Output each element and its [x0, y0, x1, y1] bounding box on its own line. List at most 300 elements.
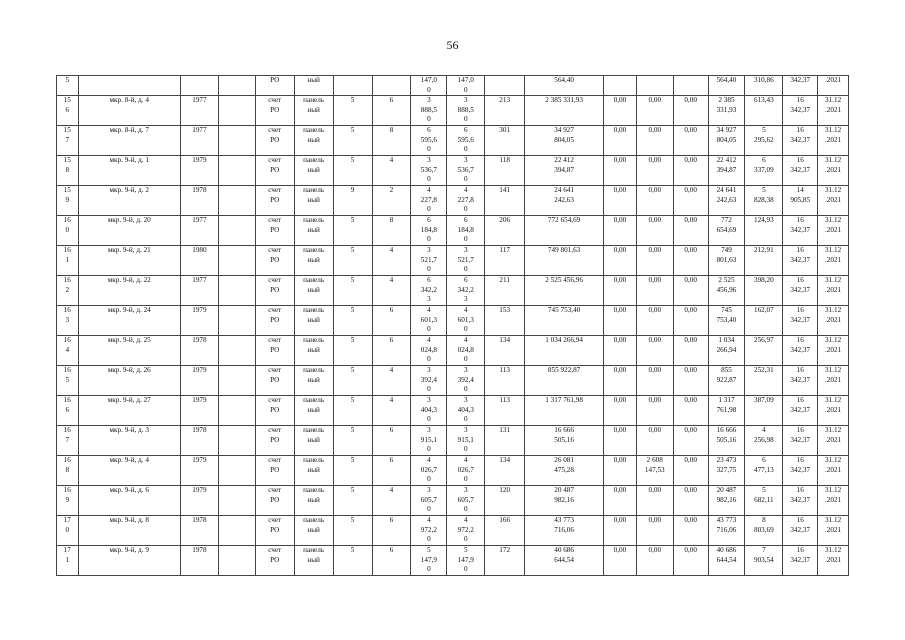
cell-cost: 749 801,63 [525, 246, 604, 276]
cell-area-total: 4 601,3 0 [411, 306, 447, 336]
cell-entrances: 4 [372, 366, 411, 396]
cell-area-living: 4 601,3 0 [447, 306, 485, 336]
cell-material: панель ный [294, 306, 333, 336]
cell-no: 17 0 [57, 516, 79, 546]
table-row [57, 96, 849, 126]
cell-c1: 0,00 [604, 426, 637, 456]
cell-material: панель ный [294, 156, 333, 186]
cell-area-living: 3 915,1 0 [447, 426, 485, 456]
cell-area-living: 5 147,9 0 [447, 546, 485, 576]
cell-empty [218, 516, 255, 546]
cell-address: мкр. 9-й, д. 26 [78, 366, 180, 396]
cell-year: 1978 [180, 426, 218, 456]
cell-cost: 745 753,40 [525, 306, 604, 336]
cell-c2: 0,00 [636, 366, 673, 396]
cell-area-living: 6 342,2 3 [447, 276, 485, 306]
cell-empty [218, 126, 255, 156]
cell-c1: 0,00 [604, 276, 637, 306]
cell-c3: 0,00 [673, 96, 708, 126]
table-row [57, 396, 849, 426]
cell-year: 1979 [180, 366, 218, 396]
cell-c1: 0,00 [604, 366, 637, 396]
cell-c4: 23 473 327,75 [708, 456, 745, 486]
cell-empty [218, 426, 255, 456]
cell-address: мкр. 9-й, д. 25 [78, 336, 180, 366]
cell-area-living: 3 404,3 0 [447, 396, 485, 426]
cell-year: 1978 [180, 186, 218, 216]
cell-empty [218, 276, 255, 306]
cell-material: панель ный [294, 216, 333, 246]
cell-fund: счет РО [255, 276, 294, 306]
cell-c4: 1 317 761,98 [708, 396, 745, 426]
cell-c1: 0,00 [604, 96, 637, 126]
cell-date: 31.12 .2021 [818, 126, 849, 156]
cell-material: ный [294, 76, 333, 96]
table-row [57, 426, 849, 456]
cell-c4: 20 487 982,16 [708, 486, 745, 516]
cell-unit: 4 256,98 [745, 426, 783, 456]
cell-limit: 342,37 [783, 76, 818, 96]
table-row [57, 546, 849, 576]
cell-year: 1979 [180, 156, 218, 186]
cell-date: 31.12 .2021 [818, 456, 849, 486]
cell-entrances: 4 [372, 486, 411, 516]
cell-area-total: 4 227,8 0 [411, 186, 447, 216]
table-row [57, 276, 849, 306]
cell-cost: 43 773 716,06 [525, 516, 604, 546]
cell-c4: 564,40 [708, 76, 745, 96]
cell-c2: 0,00 [636, 396, 673, 426]
cell-no: 16 5 [57, 366, 79, 396]
cell-c3: 0,00 [673, 516, 708, 546]
cell-area-total: 147,0 0 [411, 76, 447, 96]
cell-apartments: 153 [485, 306, 525, 336]
cell-apartments: 166 [485, 516, 525, 546]
cell-floors: 5 [333, 276, 372, 306]
cell-c1: 0,00 [604, 336, 637, 366]
cell-floors: 5 [333, 516, 372, 546]
cell-apartments: 206 [485, 216, 525, 246]
cell-c3: 0,00 [673, 336, 708, 366]
cell-empty [218, 546, 255, 576]
cell-area-total: 6 595,6 0 [411, 126, 447, 156]
cell-limit: 16 342,37 [783, 306, 818, 336]
cell-c3: 0,00 [673, 156, 708, 186]
cell-c2: 0,00 [636, 426, 673, 456]
cell-fund: РО [255, 76, 294, 96]
cell-entrances: 2 [372, 186, 411, 216]
table-row [57, 516, 849, 546]
cell-area-total: 4 026,7 0 [411, 456, 447, 486]
housing-table [56, 75, 849, 576]
cell-limit: 16 342,37 [783, 516, 818, 546]
cell-cost: 24 641 242,63 [525, 186, 604, 216]
cell-area-total: 5 147,9 0 [411, 546, 447, 576]
cell-floors: 5 [333, 126, 372, 156]
cell-no: 15 8 [57, 156, 79, 186]
cell-c3: 0,00 [673, 426, 708, 456]
cell-c2: 0,00 [636, 96, 673, 126]
cell-empty [218, 366, 255, 396]
cell-area-total: 6 342,2 3 [411, 276, 447, 306]
cell-year [180, 76, 218, 96]
cell-limit: 16 342,37 [783, 456, 818, 486]
cell-area-living: 6 184,8 0 [447, 216, 485, 246]
cell-area-living: 4 227,8 0 [447, 186, 485, 216]
cell-c1: 0,00 [604, 126, 637, 156]
cell-apartments: 118 [485, 156, 525, 186]
cell-limit: 16 342,37 [783, 396, 818, 426]
page-number: 56 [446, 38, 459, 52]
cell-address: мкр. 9-й, д. 1 [78, 156, 180, 186]
cell-unit: 310,86 [745, 76, 783, 96]
cell-cost: 40 686 644,54 [525, 546, 604, 576]
cell-address: мкр. 9-й, д. 4 [78, 456, 180, 486]
cell-c4: 22 412 394,87 [708, 156, 745, 186]
cell-material: панель ный [294, 126, 333, 156]
cell-c2: 0,00 [636, 186, 673, 216]
cell-c4: 43 773 716,06 [708, 516, 745, 546]
cell-apartments: 134 [485, 336, 525, 366]
cell-no: 16 4 [57, 336, 79, 366]
cell-unit: 5 682,11 [745, 486, 783, 516]
cell-date: 31.12 .2021 [818, 426, 849, 456]
cell-material: панель ный [294, 426, 333, 456]
cell-year: 1979 [180, 456, 218, 486]
cell-entrances: 6 [372, 546, 411, 576]
cell-c1: 0,00 [604, 516, 637, 546]
cell-c4: 34 927 804,05 [708, 126, 745, 156]
cell-c1: 0,00 [604, 186, 637, 216]
cell-date: 31.12 .2021 [818, 396, 849, 426]
cell-empty [218, 336, 255, 366]
cell-no: 16 1 [57, 246, 79, 276]
cell-c2: 0,00 [636, 156, 673, 186]
cell-c4: 2 385 331,93 [708, 96, 745, 126]
table-row [57, 246, 849, 276]
cell-entrances: 6 [372, 426, 411, 456]
table-row [57, 306, 849, 336]
cell-limit: 16 342,37 [783, 126, 818, 156]
cell-no: 16 6 [57, 396, 79, 426]
cell-fund: счет РО [255, 96, 294, 126]
table-row [57, 336, 849, 366]
cell-unit: 256,97 [745, 336, 783, 366]
cell-apartments: 141 [485, 186, 525, 216]
cell-cost: 2 385 331,93 [525, 96, 604, 126]
cell-limit: 16 342,37 [783, 426, 818, 456]
cell-c4: 16 666 505,16 [708, 426, 745, 456]
cell-c1: 0,00 [604, 246, 637, 276]
cell-unit: 5 295,62 [745, 126, 783, 156]
cell-cost: 20 487 982,16 [525, 486, 604, 516]
cell-address: мкр. 9-й, д. 9 [78, 546, 180, 576]
cell-area-total: 4 024,8 0 [411, 336, 447, 366]
cell-fund: счет РО [255, 426, 294, 456]
cell-c1: 0,00 [604, 486, 637, 516]
cell-fund: счет РО [255, 246, 294, 276]
cell-material: панель ный [294, 546, 333, 576]
cell-c2: 0,00 [636, 546, 673, 576]
cell-material: панель ный [294, 186, 333, 216]
table-body [57, 76, 849, 576]
cell-c4: 2 525 456,96 [708, 276, 745, 306]
cell-c4: 40 686 644,54 [708, 546, 745, 576]
cell-material: панель ный [294, 336, 333, 366]
cell-material: панель ный [294, 486, 333, 516]
cell-c3: 0,00 [673, 396, 708, 426]
cell-date: 31.12 .2021 [818, 216, 849, 246]
cell-no: 15 7 [57, 126, 79, 156]
cell-address: мкр. 9-й, д. 21 [78, 246, 180, 276]
cell-area-living: 147,0 0 [447, 76, 485, 96]
cell-address: мкр. 9-й, д. 6 [78, 486, 180, 516]
cell-material: панель ный [294, 276, 333, 306]
cell-c3: 0,00 [673, 276, 708, 306]
cell-date: 31.12 .2021 [818, 306, 849, 336]
cell-material: панель ный [294, 246, 333, 276]
table-row [57, 76, 849, 96]
cell-c2: 0,00 [636, 126, 673, 156]
cell-c3 [673, 76, 708, 96]
cell-floors: 5 [333, 216, 372, 246]
cell-no: 16 7 [57, 426, 79, 456]
cell-cost: 34 927 804,05 [525, 126, 604, 156]
cell-date: 31.12 .2021 [818, 486, 849, 516]
cell-apartments: 213 [485, 96, 525, 126]
cell-c3: 0,00 [673, 186, 708, 216]
cell-floors: 5 [333, 486, 372, 516]
cell-area-living: 3 392,4 0 [447, 366, 485, 396]
cell-cost: 2 525 456,96 [525, 276, 604, 306]
cell-empty [218, 306, 255, 336]
cell-floors: 5 [333, 156, 372, 186]
cell-apartments: 113 [485, 396, 525, 426]
cell-date: 31.12 .2021 [818, 246, 849, 276]
cell-area-total: 3 392,4 0 [411, 366, 447, 396]
cell-limit: 16 342,37 [783, 486, 818, 516]
table-row [57, 186, 849, 216]
cell-material: панель ный [294, 396, 333, 426]
cell-limit: 16 342,37 [783, 276, 818, 306]
cell-entrances: 6 [372, 96, 411, 126]
table-row [57, 486, 849, 516]
cell-year: 1978 [180, 546, 218, 576]
cell-entrances: 4 [372, 396, 411, 426]
cell-entrances [372, 76, 411, 96]
cell-c3: 0,00 [673, 366, 708, 396]
cell-c2: 2 608 147,53 [636, 456, 673, 486]
cell-apartments: 117 [485, 246, 525, 276]
table-row [57, 216, 849, 246]
cell-date: 31.12 .2021 [818, 156, 849, 186]
cell-c1: 0,00 [604, 156, 637, 186]
cell-c4: 1 034 266,94 [708, 336, 745, 366]
cell-address: мкр. 9-й, д. 8 [78, 516, 180, 546]
cell-fund: счет РО [255, 456, 294, 486]
cell-date: 31.12 .2021 [818, 336, 849, 366]
cell-area-living: 3 888,5 0 [447, 96, 485, 126]
cell-c4: 772 654,69 [708, 216, 745, 246]
cell-no: 16 0 [57, 216, 79, 246]
cell-limit: 16 342,37 [783, 366, 818, 396]
cell-entrances: 8 [372, 126, 411, 156]
cell-limit: 16 342,37 [783, 96, 818, 126]
cell-c2 [636, 76, 673, 96]
cell-area-living: 3 521,7 0 [447, 246, 485, 276]
cell-limit: 16 342,37 [783, 156, 818, 186]
cell-no: 5 [57, 76, 79, 96]
cell-limit: 16 342,37 [783, 216, 818, 246]
cell-no: 15 9 [57, 186, 79, 216]
cell-year: 1977 [180, 276, 218, 306]
cell-address: мкр. 9-й, д. 24 [78, 306, 180, 336]
cell-empty [218, 456, 255, 486]
cell-c1 [604, 76, 637, 96]
cell-area-total: 3 404,3 0 [411, 396, 447, 426]
cell-c2: 0,00 [636, 306, 673, 336]
cell-date: 31.12 .2021 [818, 276, 849, 306]
cell-year: 1978 [180, 336, 218, 366]
cell-empty [218, 186, 255, 216]
cell-c1: 0,00 [604, 396, 637, 426]
cell-floors: 5 [333, 96, 372, 126]
cell-area-total: 3 536,7 0 [411, 156, 447, 186]
cell-address: мкр. 8-й, д. 7 [78, 126, 180, 156]
cell-unit: 7 903,54 [745, 546, 783, 576]
cell-year: 1977 [180, 216, 218, 246]
cell-year: 1977 [180, 96, 218, 126]
cell-area-living: 4 024,8 0 [447, 336, 485, 366]
cell-unit: 252,31 [745, 366, 783, 396]
cell-c4: 745 753,40 [708, 306, 745, 336]
cell-cost: 22 412 394,87 [525, 156, 604, 186]
cell-c2: 0,00 [636, 336, 673, 366]
cell-c3: 0,00 [673, 456, 708, 486]
cell-material: панель ный [294, 96, 333, 126]
cell-unit: 8 803,69 [745, 516, 783, 546]
cell-empty [218, 486, 255, 516]
cell-c3: 0,00 [673, 126, 708, 156]
cell-floors: 5 [333, 426, 372, 456]
cell-fund: счет РО [255, 186, 294, 216]
cell-floors [333, 76, 372, 96]
cell-entrances: 6 [372, 306, 411, 336]
cell-fund: счет РО [255, 366, 294, 396]
cell-empty [218, 216, 255, 246]
cell-address: мкр. 9-й, д. 3 [78, 426, 180, 456]
cell-c4: 855 922,87 [708, 366, 745, 396]
cell-address [78, 76, 180, 96]
cell-floors: 9 [333, 186, 372, 216]
cell-area-total: 3 915,1 0 [411, 426, 447, 456]
cell-year: 1979 [180, 396, 218, 426]
cell-floors: 5 [333, 456, 372, 486]
cell-apartments: 120 [485, 486, 525, 516]
cell-apartments: 301 [485, 126, 525, 156]
cell-floors: 5 [333, 336, 372, 366]
cell-area-living: 4 972,2 0 [447, 516, 485, 546]
cell-no: 16 8 [57, 456, 79, 486]
cell-limit: 16 342,37 [783, 246, 818, 276]
cell-area-living: 4 026,7 0 [447, 456, 485, 486]
cell-cost: 1 034 266,94 [525, 336, 604, 366]
cell-apartments: 134 [485, 456, 525, 486]
cell-unit: 6 337,09 [745, 156, 783, 186]
table-row [57, 456, 849, 486]
cell-area-living: 3 536,7 0 [447, 156, 485, 186]
cell-fund: счет РО [255, 546, 294, 576]
table-row [57, 366, 849, 396]
cell-c3: 0,00 [673, 306, 708, 336]
cell-material: панель ный [294, 456, 333, 486]
cell-unit: 613,43 [745, 96, 783, 126]
cell-area-total: 6 184,8 0 [411, 216, 447, 246]
cell-unit: 5 828,38 [745, 186, 783, 216]
cell-c3: 0,00 [673, 546, 708, 576]
cell-fund: счет РО [255, 336, 294, 366]
cell-empty [218, 396, 255, 426]
cell-floors: 5 [333, 546, 372, 576]
cell-apartments: 172 [485, 546, 525, 576]
cell-date: 31.12 .2021 [818, 96, 849, 126]
cell-area-total: 4 972,2 0 [411, 516, 447, 546]
cell-area-total: 3 605,7 0 [411, 486, 447, 516]
cell-date: 31.12 .2021 [818, 366, 849, 396]
cell-area-total: 3 521,7 0 [411, 246, 447, 276]
cell-fund: счет РО [255, 126, 294, 156]
cell-empty [218, 156, 255, 186]
cell-c3: 0,00 [673, 216, 708, 246]
cell-fund: счет РО [255, 216, 294, 246]
cell-floors: 5 [333, 366, 372, 396]
cell-no: 16 3 [57, 306, 79, 336]
cell-c1: 0,00 [604, 306, 637, 336]
cell-date: 31.12 .2021 [818, 516, 849, 546]
cell-c3: 0,00 [673, 246, 708, 276]
cell-unit: 6 477,13 [745, 456, 783, 486]
cell-c2: 0,00 [636, 516, 673, 546]
cell-c1: 0,00 [604, 456, 637, 486]
cell-fund: счет РО [255, 306, 294, 336]
cell-entrances: 6 [372, 456, 411, 486]
cell-floors: 5 [333, 396, 372, 426]
cell-apartments: 113 [485, 366, 525, 396]
cell-apartments [485, 76, 525, 96]
cell-no: 16 2 [57, 276, 79, 306]
cell-cost: 1 317 761,98 [525, 396, 604, 426]
cell-apartments: 211 [485, 276, 525, 306]
cell-c2: 0,00 [636, 276, 673, 306]
cell-no: 17 1 [57, 546, 79, 576]
cell-floors: 5 [333, 246, 372, 276]
table-row [57, 156, 849, 186]
cell-year: 1978 [180, 516, 218, 546]
cell-area-total: 3 888,5 0 [411, 96, 447, 126]
cell-no: 16 9 [57, 486, 79, 516]
cell-address: мкр. 9-й, д. 27 [78, 396, 180, 426]
cell-date: 31.12 .2021 [818, 186, 849, 216]
cell-date: 31.12 .2021 [818, 546, 849, 576]
cell-year: 1980 [180, 246, 218, 276]
cell-cost: 16 666 505,16 [525, 426, 604, 456]
cell-apartments: 131 [485, 426, 525, 456]
cell-cost: 855 922,87 [525, 366, 604, 396]
cell-year: 1979 [180, 486, 218, 516]
cell-c1: 0,00 [604, 546, 637, 576]
cell-c4: 24 641 242,63 [708, 186, 745, 216]
cell-year: 1979 [180, 306, 218, 336]
